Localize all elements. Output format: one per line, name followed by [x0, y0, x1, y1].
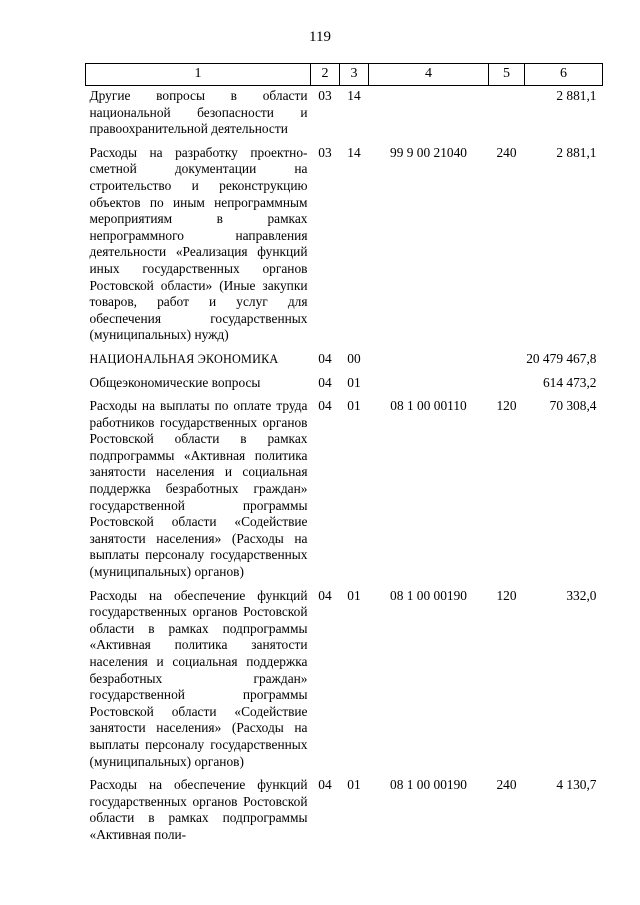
row-amount: 2 881,1 — [556, 144, 597, 160]
row-target-article: 08 1 00 00190 — [390, 587, 467, 603]
row-expense-type: 240 — [496, 144, 517, 160]
row-target-article — [369, 86, 489, 143]
row-name: Расходы на выплаты по оплате труда работников государственных органов Ростовской области в рамках подпрограммы «Активная политика занятости населения и социальная поддержка безработных граждан» государственной программы Ростовской области «Содействие занятости населения» (Расходы на выплаты персоналу государственных (муниципальных) органов) — [89, 398, 308, 580]
row-target-article: 08 1 00 00190 — [390, 777, 467, 793]
table-row — [86, 86, 603, 143]
row-expense-type: 120 — [496, 398, 517, 414]
table-header-row — [86, 64, 603, 86]
row-expense-type: 120 — [496, 587, 517, 603]
row-section: 04 — [318, 350, 332, 366]
row-section: 03 — [318, 144, 332, 160]
row-target-article: 08 1 00 00110 — [390, 398, 467, 414]
row-amount: 332,0 — [566, 587, 597, 603]
row-target-article — [369, 349, 489, 373]
budget-table — [85, 63, 603, 849]
header-col-3: 3 — [340, 64, 369, 86]
row-section: 04 — [318, 374, 332, 390]
table-row — [86, 586, 603, 776]
row-subsection: 01 — [347, 777, 361, 793]
page-number: 119 — [309, 29, 331, 45]
row-section: 04 — [318, 398, 332, 414]
header-col-6: 6 — [525, 64, 603, 86]
row-target-article: 99 9 00 21040 — [390, 144, 467, 160]
header-col-2: 2 — [311, 64, 340, 86]
row-subsection: 00 — [347, 350, 361, 366]
row-amount: 20 479 467,8 — [526, 350, 597, 366]
row-name: Расходы на разработку проектно-сметной документации на строительство и реконструкцию объектов по иным непрограммным мероприятиям в рамках непрограммного направления деятельности «Реализация функций иных государственных органов Ростовской области» (Иные закупки товаров, работ и услуг для обеспечения государственных (муниципальных) нужд) — [89, 144, 308, 343]
row-subsection: 14 — [347, 88, 361, 103]
row-name: Расходы на обеспечение функций государственных органов Ростовской области в рамках подпрограммы «Активная политика занятости населения и социальная поддержка безработных граждан» государственной программы Ростовской области «Содействие занятости населения» (Расходы на выплаты персоналу государственных (муниципальных) органов) — [89, 587, 308, 769]
row-name: Общеэкономические вопросы — [89, 374, 261, 390]
table-row — [86, 396, 603, 586]
row-section: 04 — [318, 777, 332, 793]
row-subsection: 01 — [347, 587, 361, 603]
row-section: 04 — [318, 587, 332, 603]
table-row — [86, 373, 603, 397]
row-target-article — [369, 373, 489, 397]
row-expense-type — [489, 86, 525, 143]
row-expense-type: 240 — [496, 777, 517, 793]
header-col-4: 4 — [369, 64, 489, 86]
row-expense-type — [489, 349, 525, 373]
table-row — [86, 143, 603, 349]
row-subsection: 14 — [347, 144, 361, 160]
row-name: Другие вопросы в области национальной безопасности и правоохранительной деятельности — [89, 88, 308, 137]
row-subsection: 01 — [347, 398, 361, 414]
row-amount: 70 308,4 — [549, 398, 597, 414]
row-section: 03 — [318, 88, 332, 103]
row-subsection: 01 — [347, 374, 361, 390]
header-col-1: 1 — [86, 64, 311, 86]
table-row — [86, 349, 603, 373]
row-name: Расходы на обеспечение функций государственных органов Ростовской области в рамках подпрограммы «Активная поли- — [89, 777, 308, 842]
header-col-5: 5 — [489, 64, 525, 86]
row-amount: 2 881,1 — [556, 88, 597, 103]
row-name: НАЦИОНАЛЬНАЯ ЭКОНОМИКА — [89, 351, 279, 366]
row-amount: 4 130,7 — [556, 777, 597, 793]
row-expense-type — [489, 373, 525, 397]
row-amount: 614 473,2 — [542, 374, 597, 390]
table-row — [86, 775, 603, 848]
